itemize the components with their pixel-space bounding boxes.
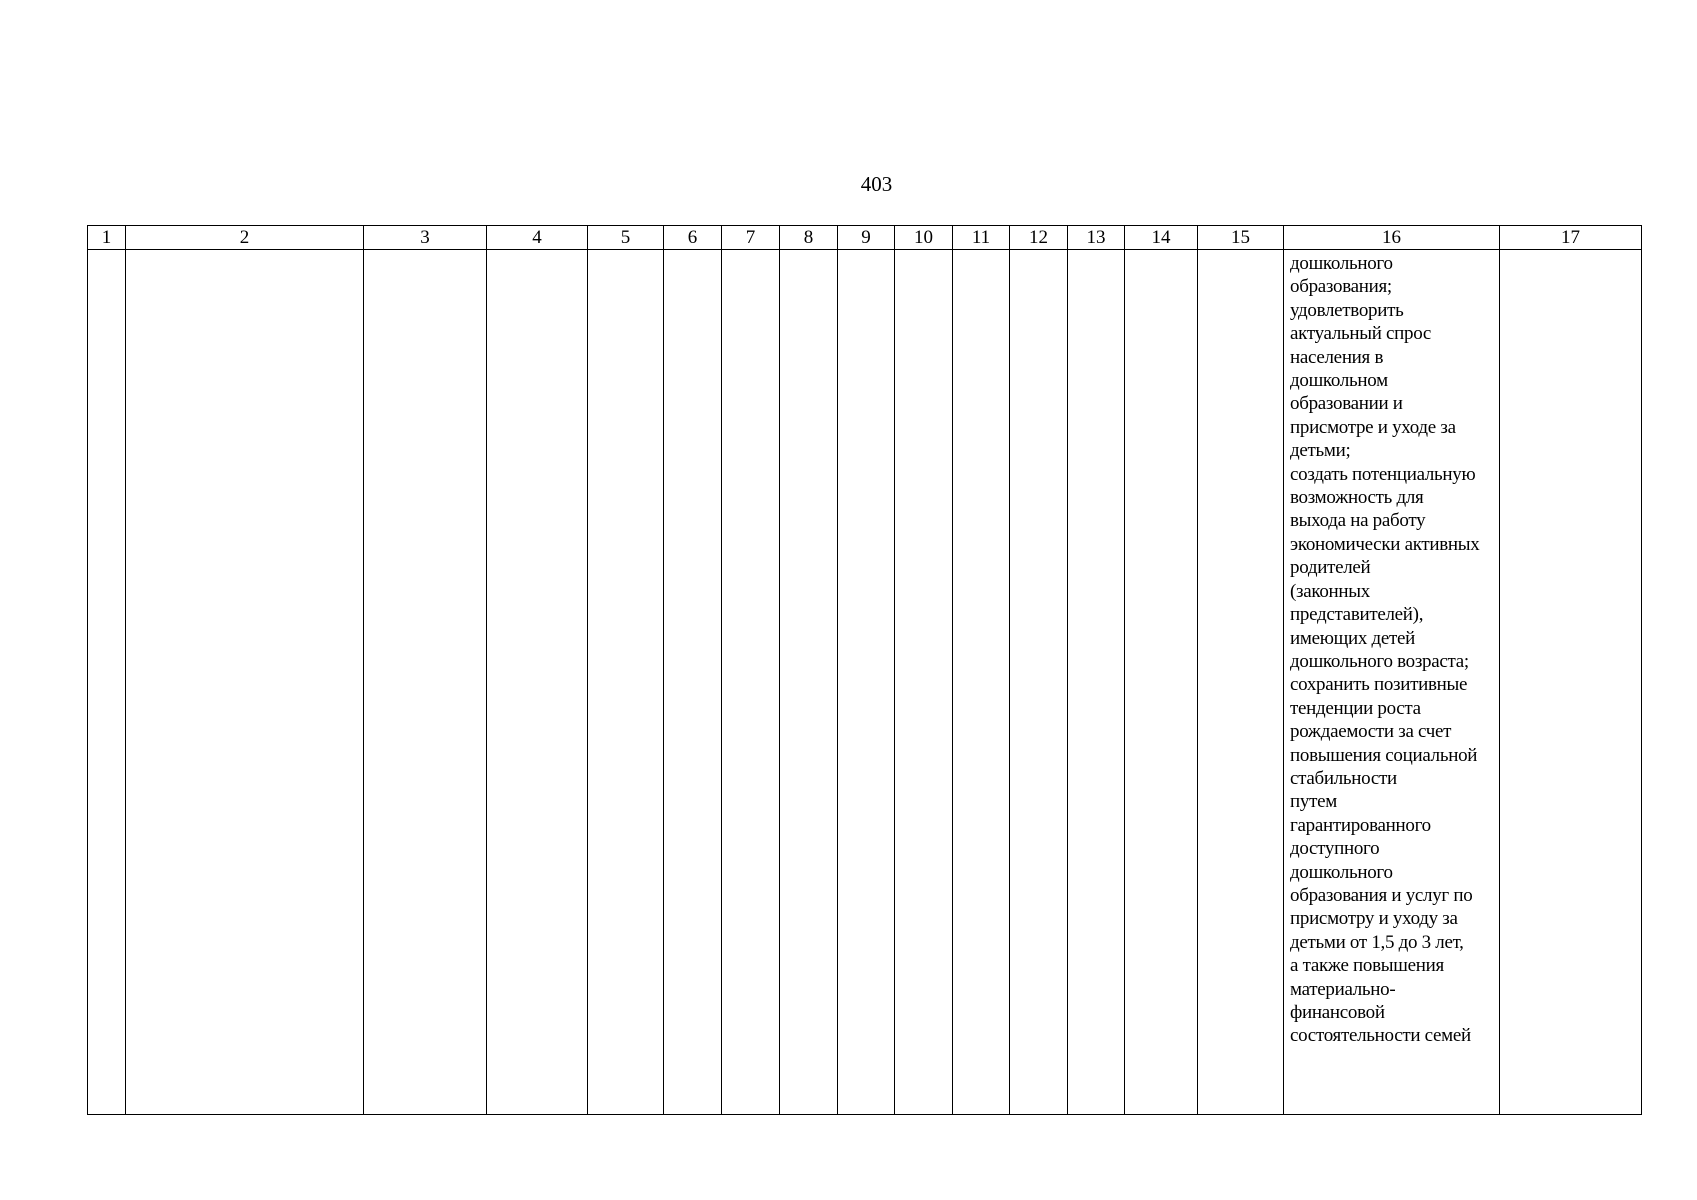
table-cell [780,250,838,1115]
text-line: создать потенциальную [1290,463,1476,485]
column-header: 1 [88,226,126,250]
column-header: 17 [1500,226,1642,250]
column-header: 11 [953,226,1010,250]
text-line: возможность для [1290,487,1424,509]
table-cell [838,250,895,1115]
text-line: удовлетворить [1290,299,1404,321]
header-row [88,226,1642,250]
table-cell [88,250,126,1115]
text-line: образовании и [1290,393,1403,415]
table-cell [1010,250,1068,1115]
text-line: населения в [1290,346,1384,368]
table-cell [1500,250,1642,1115]
text-line: повышения социальной [1290,744,1478,766]
table-cell-col16 [1284,250,1500,1115]
text-line: стабильности [1290,767,1397,789]
text-line: сохранить позитивные [1290,674,1468,696]
text-line: а также повышения [1290,955,1444,977]
text-line: присмотре и уходе за [1290,416,1456,438]
table-cell [953,250,1010,1115]
column-header: 16 [1284,226,1500,250]
text-line: детьми; [1290,440,1351,462]
text-line: родителей [1290,557,1371,579]
column-header: 10 [895,226,953,250]
text-line: актуальный спрос [1290,323,1432,345]
column-header: 5 [588,226,664,250]
col16-text [1284,250,1499,1048]
text-line: образования и услуг по [1290,884,1473,906]
table-cell [664,250,722,1115]
table-row [88,250,1642,1115]
table-cell [126,250,364,1115]
text-line: дошкольном [1290,370,1388,392]
table-cell [895,250,953,1115]
text-line: (законных [1290,580,1370,602]
text-line: гарантированного [1290,814,1431,836]
text-line: дошкольного [1290,861,1393,883]
column-header: 14 [1125,226,1198,250]
text-line: образования; [1290,276,1392,298]
column-header: 4 [487,226,588,250]
column-header: 15 [1198,226,1284,250]
text-line: имеющих детей [1290,627,1415,649]
table-cell [364,250,487,1115]
text-line: доступного [1290,838,1380,860]
column-header: 8 [780,226,838,250]
text-line: финансовой [1290,1002,1385,1023]
table-cell [487,250,588,1115]
text-line: выхода на работу [1290,510,1426,532]
column-header: 13 [1068,226,1125,250]
text-line: состоятельности семей [1290,1025,1471,1047]
text-line: рождаемости за счет [1290,721,1452,743]
text-line: экономически активных [1290,533,1480,555]
column-header: 6 [664,226,722,250]
text-line: путем [1290,791,1337,813]
data-table [87,225,1642,1115]
text-line: представителей), [1290,604,1424,626]
text-line: дошкольного возраста; [1290,650,1469,672]
column-header: 12 [1010,226,1068,250]
table-cell [1125,250,1198,1115]
text-line: дошкольного [1290,253,1393,274]
page-number: 403 [860,172,893,196]
column-header: 2 [126,226,364,250]
table-cell [588,250,664,1115]
text-line: детьми от 1,5 до 3 лет, [1290,931,1464,953]
column-header: 7 [722,226,780,250]
column-header: 3 [364,226,487,250]
text-line: присмотру и уходу за [1290,908,1458,930]
text-line: материально- [1290,978,1396,1000]
column-header: 9 [838,226,895,250]
table-cell [1068,250,1125,1115]
table-cell [1198,250,1284,1115]
table-cell [722,250,780,1115]
text-line: тенденции роста [1290,697,1421,719]
